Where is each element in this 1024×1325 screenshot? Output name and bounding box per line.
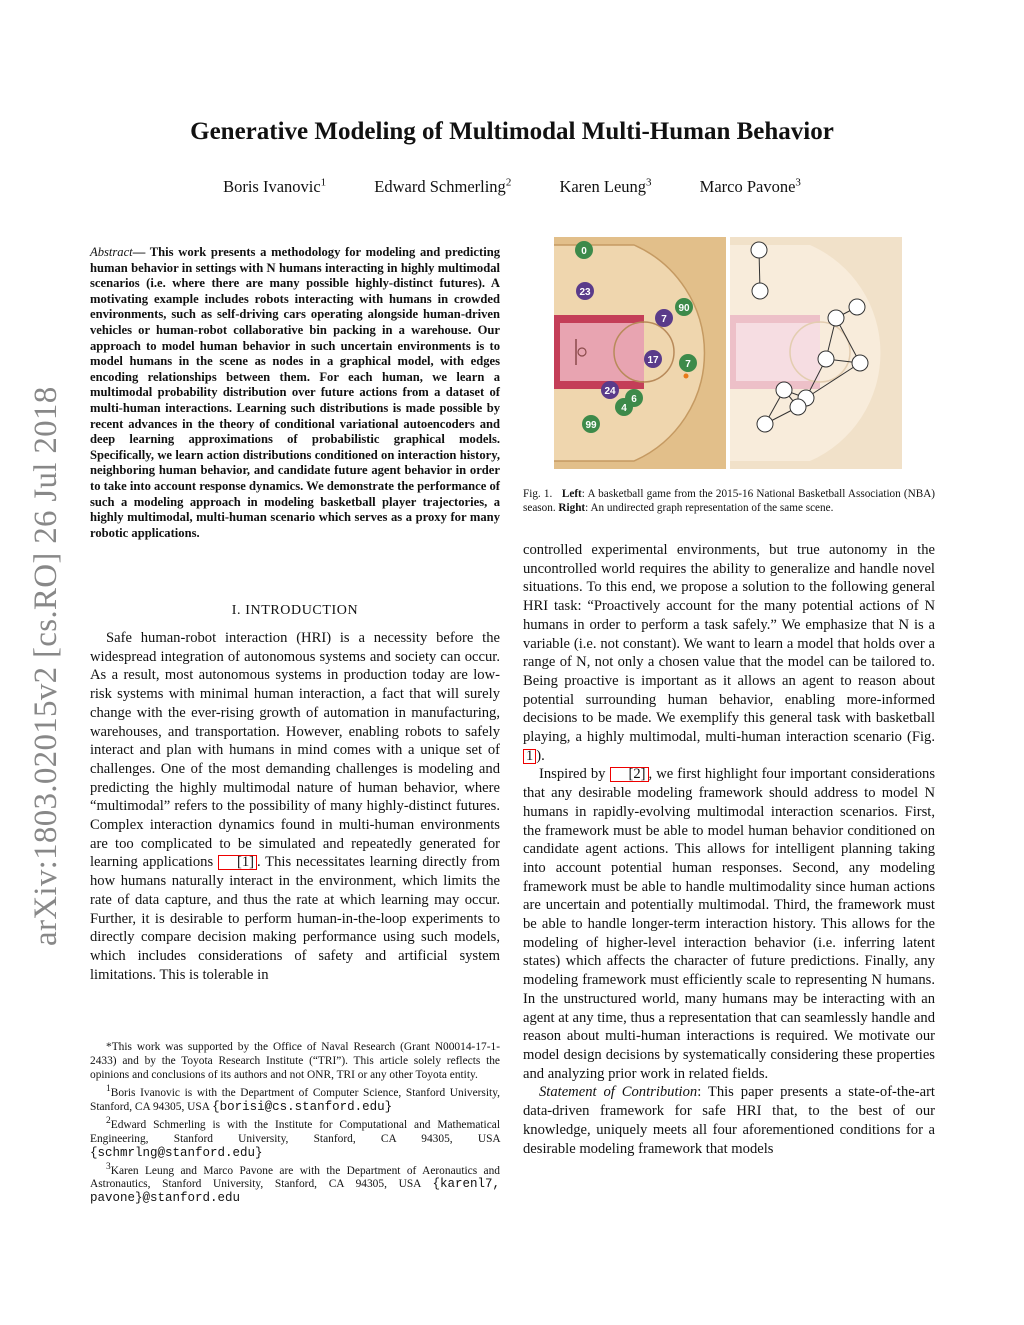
footnote-text: Boris Ivanovic is with the Department of Computer Science, Stanford University, Stanford, CA 94305, USA [90,1086,500,1113]
section-heading-introduction: I. INTRODUCTION [231,603,359,618]
figure-ref-link[interactable]: 1 [523,749,536,764]
caption-right: Right [558,501,586,514]
footnote-mark: 2 [106,1115,111,1126]
author-affiliation: 1 [320,176,327,188]
email-link[interactable]: {borisi@cs.stanford.edu} [212,1099,393,1114]
citation-link[interactable]: [2] [610,767,649,782]
paragraph [523,541,935,765]
graph-node [849,299,865,315]
player-number: 4 [621,403,627,414]
paragraph [523,1083,935,1158]
footnotes [90,1040,500,1205]
author-2 [374,177,511,196]
footnote-mark: 3 [106,1161,111,1172]
paragraph-text: Inspired by [539,766,610,783]
author-name: Edward Schmerling [374,176,506,196]
graph-node [828,310,844,326]
email-link[interactable]: {karenl7, pavone}@stanford.edu [90,1177,500,1206]
graph-node [776,382,792,398]
author-name: Karen Leung [559,176,647,196]
author-list [0,176,1024,197]
paragraph-text: controlled experimental environments, but true autonomy in the uncontrolled world requires the ability to generalize and handle novel situations. To this end, we propose a solution to the following general HRI task: “Proactively account for the many potential actions of N humans in order to perform a task safely.” We emphasize that N is a variable (i.e. not constant). We want to learn a model that holds over a range of N, not only a chosen value that the model can be tailored to. Being proactive is important as it allows an agent to reason about potential surrounding human behavior, enabling more-informed decisions to be made. We exemplify this general task with basketball playing, a highly multimodal, multi-human interaction scenario (Fig. [523,542,935,746]
author-1 [223,177,326,196]
citation-link[interactable]: [1] [218,855,257,870]
affiliation-footnote-3 [90,1160,500,1206]
author-affiliation: 3 [646,176,652,188]
player-number: 24 [604,386,616,397]
caption-text: : An undirected graph representation of the same scene. [585,501,834,514]
author-name: Marco Pavone [699,176,796,196]
affiliation-footnote-1 [90,1082,500,1114]
intro-column [90,629,500,984]
graph-node [757,416,773,432]
paper-title: Generative Modeling of Multimodal Multi-Human Behavior [190,118,834,145]
graph-node [790,399,806,415]
basketball-court-figure [554,237,902,469]
paragraph-text: , we first highlight four important considerations that any desirable modeling framework should address to model N humans in rapidly-evolving multimodal interaction scenarios. First, the framework must be able to model human behavior conditioned on candidate agent actions. This allows for intelligent planning taking into account potential human responses. Second, any modeling framework must be able to handle multimodality since human actions are uncertain and potentially multimodal. Third, the framework must be able to handle longer-term interaction history. This allows for the modeling of higher-level interaction behavior (i.e. inferring latent states) which affects the character of future predictions. Finally, any modeling framework must efficiently scale to representing N humans. In the unstructured world, many humans may be interacting with an agent at any time, thus a representation that can seamlessly handle and reason about multi-human interactions is required. We motivate our model design decisions by systematically considering these properties and analyzing prior work in related fields. [523,766,935,1082]
funding-footnote: *This work was supported by the Office of Naval Research (Grant N00014-17-1-2433) and by the Toyota Research Institute (“TRI”). This article solely reflects the opinions and conclusions of its authors and not ONR, TRI or any other Toyota entity. [90,1041,500,1081]
caption-label: Fig. 1. [523,488,553,500]
author-name: Boris Ivanovic [223,176,321,196]
intro-text: . This necessitates learning directly from how humans naturally interact in the environment, which limits the rate of data capture, and thus the rate at which learning may occur. Further, it is desirable to perform human-in-the-loop experiments to directly compare decision making performance using such models, which includes considerations of safety and artificial system limitations. This is tolerable in [90,854,500,983]
caption-left: Left [561,488,582,500]
player-number: 6 [631,394,637,405]
player-number: 99 [585,420,597,431]
graph-node [751,242,767,258]
author-affiliation: 3 [795,176,801,188]
paint-inner-faded [736,323,820,381]
right-column [523,541,935,1158]
figure-caption [523,488,935,515]
email-link[interactable]: {schmrlng@stanford.edu} [90,1145,263,1160]
paragraph-label: Statement of Contribution [539,1084,698,1101]
author-3 [559,177,651,196]
intro-paragraph [90,629,500,984]
player-number: 17 [647,355,659,366]
footnote-text: Karen Leung and Marco Pavone are with the Department of Aeronautics and Astronautics, Stanford University, Stanford, CA 94305, USA [90,1164,500,1191]
figure-1 [554,237,902,469]
player-number: 7 [685,359,691,370]
author-4 [700,177,801,196]
author-affiliation: 2 [505,176,512,188]
player-number: 23 [579,287,591,298]
affiliation-footnote-2 [90,1114,500,1160]
graph-node [752,283,768,299]
paragraph-text: ). [536,747,545,764]
player-number: 7 [661,314,667,325]
arxiv-sidebar-id: arXiv:1803.02015v2 [cs.RO] 26 Jul 2018 [28,386,64,946]
graph-node [852,355,868,371]
footnote-mark: 1 [106,1084,111,1094]
paragraph-text: : This paper presents a state-of-the-art data-driven framework for safe HRI that, to the best of our knowledge, uniquely meets all four aforementioned conditions for a desirable modeling framework that models [523,1084,935,1157]
paint-inner [560,323,644,381]
abstract-label: Abstract [90,245,133,259]
intro-text: Safe human-robot interaction (HRI) is a necessity before the widespread integration of autonomous systems and society can occur. As a result, most autonomous systems in production today are low-risk systems with minimal human interaction, a fact that will surely change with the ever-rising growth of automation in manufacturing, warehouses, and transportation. However, enabling robots to safely interact and plan with humans in mind comes with a unique set of challenges. One of the most demanding challenges is modeling and predicting the highly multimodal nature of human behavior, where “multimodal” refers to the possibility of many highly-distinct futures. Complex interaction dynamics found in multi-human environments are too complicated to be simulated and repeatedly generated for learning applications [90,630,500,871]
footnote-text: Edward Schmerling is with the Institute for Computational and Mathematical Engineering, Stanford University, Stanford, CA 94305, USA [90,1118,500,1145]
player-number: 90 [678,303,690,314]
caption-text: : A basketball game from the 2015-16 National Basketball Association (NBA) season. [523,488,936,514]
player-number: 0 [581,246,587,257]
graph-node [818,351,834,367]
abstract-text: — This work presents a methodology for modeling and predicting human behavior in settings with N humans interacting in highly multimodal scenarios (i.e. where there are many possible highly-distinct futures). A motivating example includes robots interacting with humans in crowded environments, such as self-driving cars operating alongside human-driven vehicles or human-robot collaborative bin packing in a warehouse. Our approach to model human behavior in such uncertain environments is to model humans in the scene as nodes in a graphical model, with edges encoding relationships between them. For each human, we learn a multimodal probability distribution over future actions from a dataset of multi-human interactions. Learning such distributions is made possible by recent advances in the theory of conditional variational autoencoders and deep learning approximations of probabilistic graphical models. Specifically, we learn action distributions conditioned on interaction history, neighboring human behavior, and candidate future agent behavior in order to take into account response dynamics. We demonstrate the performance of such a modeling approach in modeling basketball player trajectories, a highly multimodal, multi-human scenario which serves as a proxy for many robotic applications. [90,245,500,540]
ball-icon [684,374,689,379]
paragraph [523,765,935,1083]
abstract [90,245,500,541]
